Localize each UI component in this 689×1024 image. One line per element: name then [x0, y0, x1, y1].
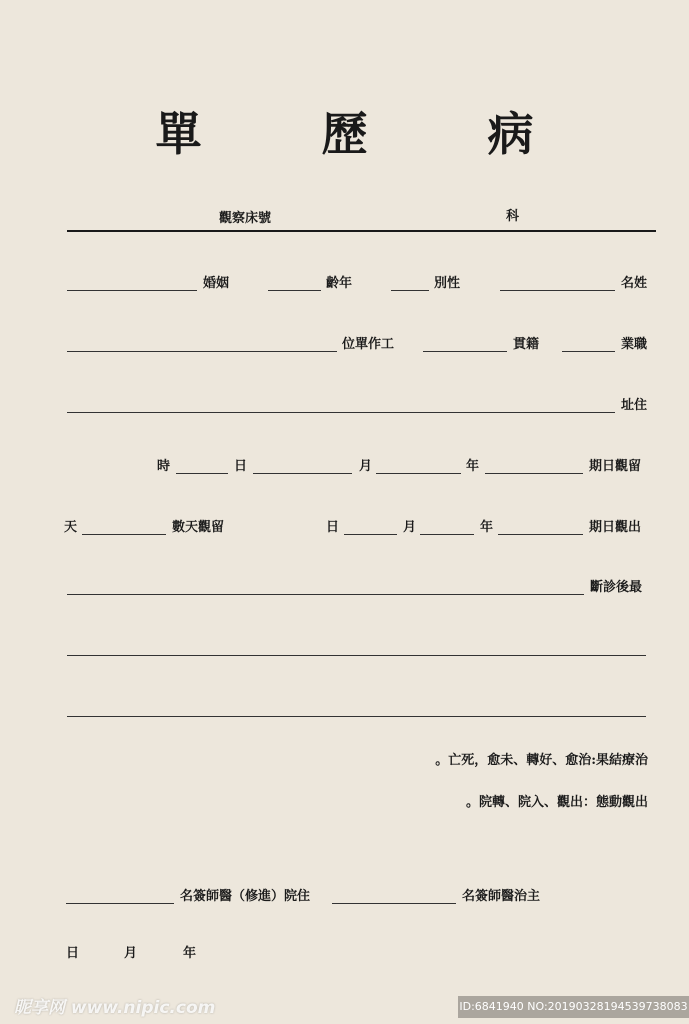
origin-field[interactable]	[423, 351, 507, 352]
sign-day-label: 日	[66, 946, 80, 961]
days-unit-label: 天	[64, 520, 78, 535]
observation-days-label: 數天觀留	[172, 520, 225, 535]
admit-year-field[interactable]	[485, 473, 583, 474]
age-field[interactable]	[268, 290, 321, 291]
sex-label: 別性	[434, 276, 461, 291]
image-id-watermark: ID:6841940 NO:20190328194539738083	[458, 996, 689, 1018]
observation-days-field[interactable]	[82, 534, 166, 535]
attending-signature-field[interactable]	[332, 903, 456, 904]
admit-date-label: 期日觀留	[589, 459, 642, 474]
name-label: 名姓	[621, 276, 648, 291]
admit-day-label: 日	[234, 459, 248, 474]
disposition-note: 。院轉、院入、觀出：態動觀出	[465, 795, 648, 810]
origin-label: 貫籍	[513, 337, 540, 352]
admit-hour-field[interactable]	[176, 473, 228, 474]
admit-hour-label: 時	[157, 459, 171, 474]
diagnosis-line-3[interactable]	[67, 716, 646, 717]
discharge-year-field[interactable]	[498, 534, 583, 535]
occupation-field[interactable]	[562, 351, 615, 352]
discharge-date-label: 期日觀出	[589, 520, 642, 535]
admit-year-label: 年	[466, 459, 480, 474]
discharge-month-label: 月	[403, 520, 417, 535]
department-label: 科	[506, 209, 520, 224]
discharge-year-label: 年	[480, 520, 494, 535]
admit-month-label: 月	[359, 459, 373, 474]
sign-year-label: 年	[183, 946, 197, 961]
treatment-result-note: 。亡死，愈未、轉好、愈治:果結療治	[435, 753, 648, 768]
sign-month-label: 月	[124, 946, 138, 961]
discharge-day-field[interactable]	[344, 534, 397, 535]
discharge-month-field[interactable]	[420, 534, 474, 535]
attending-signature-label: 名簽師醫治主	[462, 889, 541, 904]
address-label: 址住	[621, 398, 648, 413]
workplace-label: 位單作工	[342, 337, 395, 352]
admit-day-field[interactable]	[253, 473, 352, 474]
resident-signature-field[interactable]	[66, 903, 174, 904]
diagnosis-line-2[interactable]	[67, 655, 646, 656]
name-field[interactable]	[500, 290, 615, 291]
form-title: 單 歷 病	[155, 107, 586, 161]
final-diagnosis-label: 斷診後最	[590, 580, 643, 595]
discharge-day-label: 日	[326, 520, 340, 535]
final-diagnosis-field[interactable]	[67, 594, 584, 595]
age-label: 齡年	[326, 276, 353, 291]
sex-field[interactable]	[391, 290, 429, 291]
occupation-label: 業職	[621, 337, 648, 352]
resident-signature-label: 名簽師醫（修進）院住	[180, 889, 311, 904]
workplace-field[interactable]	[67, 351, 337, 352]
address-field[interactable]	[67, 412, 615, 413]
bed-number-label: 觀察床號	[219, 211, 272, 226]
marriage-label: 婚姻	[203, 276, 230, 291]
marriage-field[interactable]	[67, 290, 197, 291]
admit-month-field[interactable]	[376, 473, 461, 474]
site-watermark: 昵享网 www.nipic.com	[14, 998, 216, 1018]
header-rule	[67, 230, 656, 232]
